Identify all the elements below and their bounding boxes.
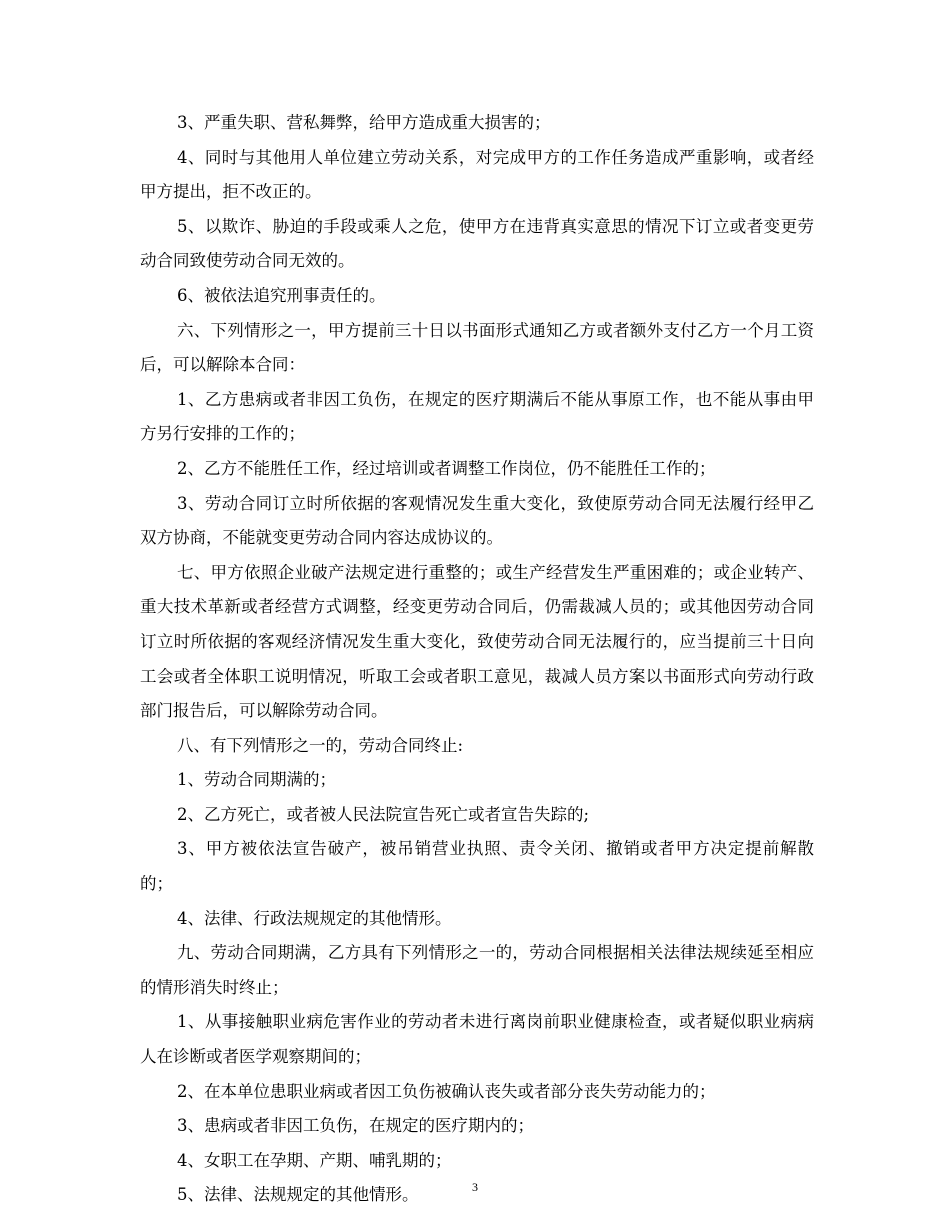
paragraph-clause-3: 3、严重失职、营私舞弊，给甲方造成重大损害的；	[177, 113, 551, 132]
paragraph-section-nine: 九、劳动合同期满，乙方具有下列情形之一的，劳动合同根据相关法律法规续延至相应的情形消失时终止；	[140, 943, 814, 997]
paragraph-eight-item-2: 2、乙方死亡，或者被人民法院宣告死亡或者宣告失踪的;	[177, 804, 590, 824]
paragraph-clause-5: 5、以欺诈、胁迫的手段或乘人之危，使甲方在违背真实意思的情况下订立或者变更劳动合同致使劳动合同无效的。	[140, 216, 814, 271]
paragraph-nine-item-2: 2、在本单位患职业病或者因工负伤被确认丧失或者部分丧失劳动能力的；	[177, 1081, 716, 1101]
paragraph-nine-item-5: 5、法律、法规规定的其他情形。	[177, 1185, 419, 1205]
paragraph-eight-item-1: 1、劳动合同期满的；	[177, 770, 336, 790]
paragraph-section-seven: 七、甲方依照企业破产法规定进行重整的；或生产经营发生严重困难的；或企业转产、重大技术革新或者经营方式调整，经变更劳动合同后，仍需裁减人员的；或其他因劳动合同订立时所依据的客观经济情况发生重大变化，致使劳动合同无法履行的，应当提前三十日向工会或者全体职工说明情况，听取工会或者职工意见，裁减人员方案以书面形式向劳动行政部门报告后，可以解除劳动合同。	[140, 562, 814, 721]
page-number: 3	[472, 1180, 478, 1194]
paragraph-clause-6: 6、被依法追究刑事责任的。	[177, 285, 386, 305]
paragraph-nine-item-1: 1、从事接触职业病危害作业的劳动者未进行离岗前职业健康检查，或者疑似职业病病人在诊断或者医学观察期间的；	[140, 1012, 814, 1067]
paragraph-eight-item-3: 3、甲方被依法宣告破产，被吊销营业执照、责令关闭、撤销或者甲方决定提前解散的；	[140, 839, 814, 894]
paragraph-six-item-2: 2、乙方不能胜任工作，经过培训或者调整工作岗位，仍不能胜任工作的；	[177, 458, 716, 478]
paragraph-section-six: 六、下列情形之一，甲方提前三十日以书面形式通知乙方或者额外支付乙方一个月工资后，可以解除本合同：	[140, 320, 814, 375]
paragraph-section-eight: 八、有下列情形之一的，劳动合同终止:	[177, 735, 464, 755]
paragraph-nine-item-4: 4、女职工在孕期、产期、哺乳期的；	[177, 1150, 452, 1170]
document-body	[140, 106, 814, 1213]
paragraph-six-item-1: 1、乙方患病或者非因工负伤，在规定的医疗期满后不能从事原工作，也不能从事由甲方另行安排的工作的；	[140, 389, 814, 444]
paragraph-eight-item-4: 4、法律、行政法规规定的其他情形。	[177, 908, 452, 928]
paragraph-clause-4: 4、同时与其他用人单位建立劳动关系，对完成甲方的工作任务造成严重影响，或者经甲方提出，拒不改正的。	[140, 147, 814, 202]
paragraph-nine-item-3: 3、患病或者非因工负伤，在规定的医疗期内的；	[177, 1116, 534, 1136]
paragraph-six-item-3: 3、劳动合同订立时所依据的客观情况发生重大变化，致使原劳动合同无法履行经甲乙双方协商，不能就变更劳动合同内容达成协议的。	[140, 493, 814, 548]
